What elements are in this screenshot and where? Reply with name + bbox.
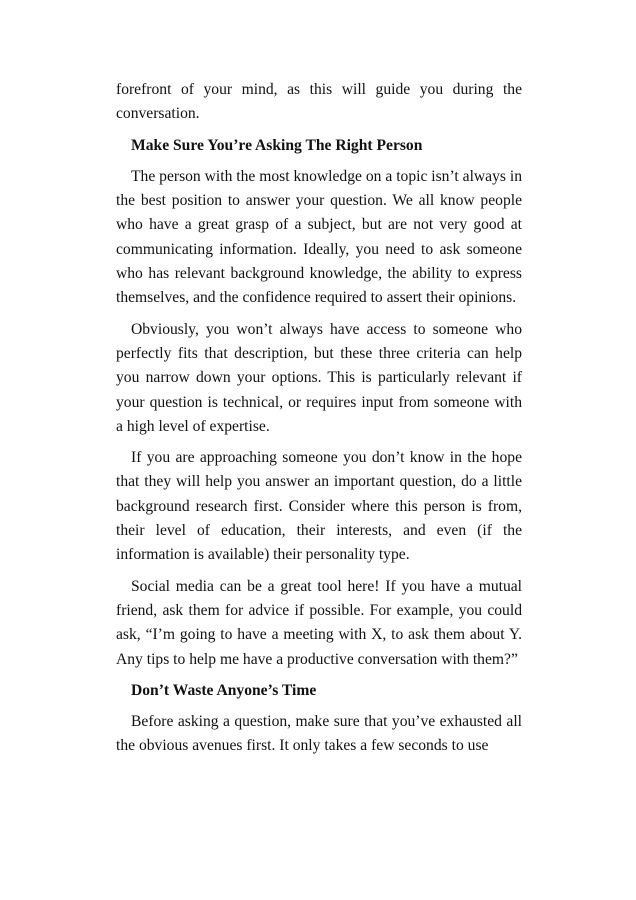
section-heading-dont-waste-time: Don’t Waste Anyone’s Time (131, 681, 317, 699)
paragraph-social-media: Social media can be a great tool here! If you have a mutual friend, ask them for advice if possible. For example, you could ask, “I’m going to have a meeting with X, to ask them about Y. Any tips to help me have a productive conversation with them?” (116, 577, 522, 668)
page-body (116, 78, 522, 766)
continued-paragraph: forefront of your mind, as this will guide you during the conversation. (116, 81, 522, 123)
paragraph-research: If you are approaching someone you don’t know in the hope that they will help you answer an important question, do a little background research first. Consider where this person is from, their level of education, their interests, and even (if the information is available) their personality type. (116, 449, 522, 564)
section-heading-right-person: Make Sure You’re Asking The Right Person (131, 136, 423, 154)
paragraph-before-asking: Before asking a question, make sure that you’ve exhausted all the obvious avenues first. It only takes a few seconds to use (116, 713, 522, 755)
paragraph-criteria: Obviously, you won’t always have access to someone who perfectly fits that description, but these three criteria can help you narrow down your options. This is particularly relevant if your question is technical, or requires input from someone with a high level of expertise. (116, 320, 522, 435)
paragraph-knowledge: The person with the most knowledge on a topic isn’t always in the best position to answer your question. We all know people who have a great grasp of a subject, but are not very good at communicating information. Ideally, you need to ask someone who has relevant background knowledge, the ability to express themselves, and the confidence required to assert their opinions. (116, 167, 522, 307)
